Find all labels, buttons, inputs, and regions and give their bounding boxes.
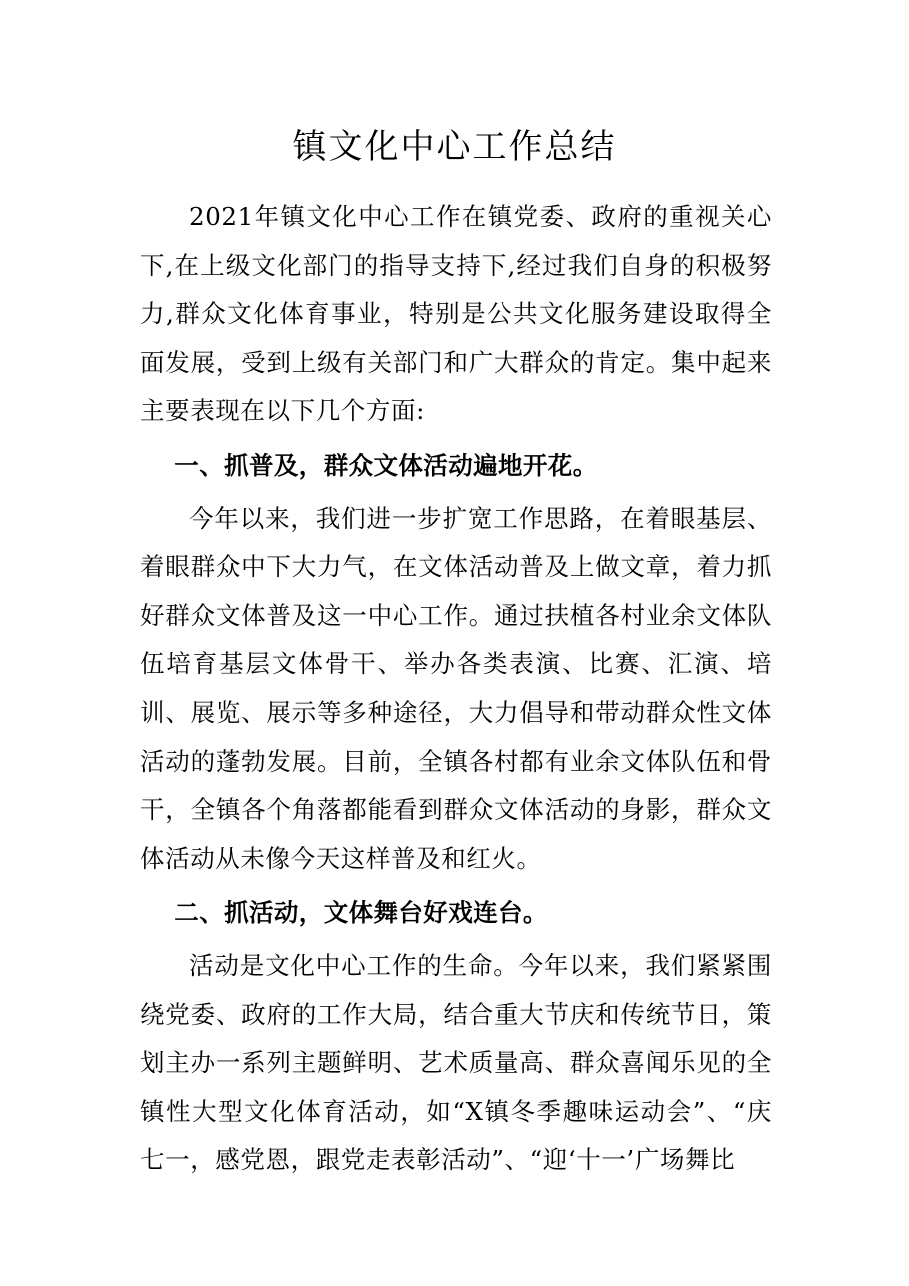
document-title: 镇文化中心工作总结 [292, 127, 617, 167]
section-heading-1: 一、抓普及，群众文体活动遍地开花。 [174, 450, 598, 480]
intro-paragraph: 2021年镇文化中心工作在镇党委、政府的重视关心下,在上级文化部门的指导支持下,经过我们自身的积极努力,群众文化体育事业，特别是公共文化服务建设取得全面发展，受到上级有关部门和广大群众的肯定。集中起来主要表现在以下几个方面: [140, 202, 772, 426]
document-body [140, 193, 772, 1185]
section-heading-2: 二、抓活动，文体舞台好戏连台。 [174, 898, 548, 928]
section-1-paragraph: 今年以来，我们进一步扩宽工作思路，在着眼基层、着眼群众中下大力气，在文体活动普及上做文章，着力抓好群众文体普及这一中心工作。通过扶植各村业余文体队伍培育基层文体骨干、举办各类表演、比赛、汇演、培训、展览、展示等多种途径，大力倡导和带动群众性文体活动的蓬勃发展。目前，全镇各村都有业余文体队伍和骨干，全镇各个角落都能看到群众文体活动的身影，群众文体活动从未像今天这样普及和红火。 [140, 503, 772, 873]
section-2-paragraph: 活动是文化中心工作的生命。今年以来，我们紧紧围绕党委、政府的工作大局，结合重大节庆和传统节日，策划主办一系列主题鲜明、艺术质量高、群众喜闻乐见的全镇性大型文化体育活动，如“X镇冬季趣味运动会”、“庆七一，感党恩，跟党走表彰活动”、“迎‘十一’广场舞比 [140, 950, 772, 1175]
